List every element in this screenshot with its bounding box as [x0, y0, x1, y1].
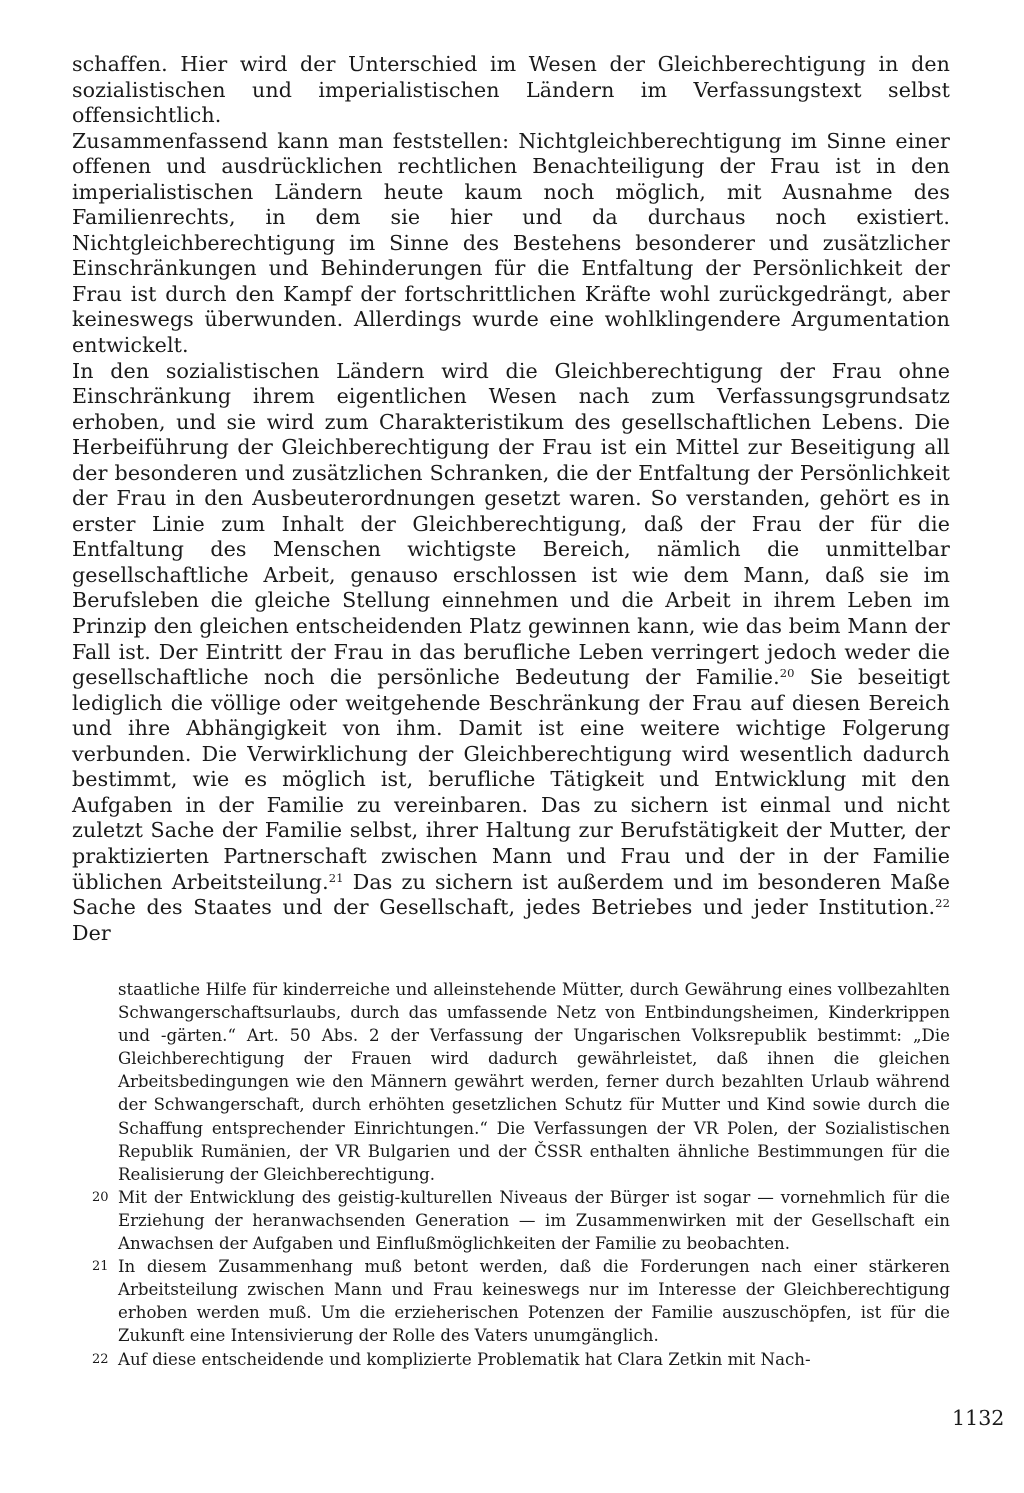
footnote-text: Mit der Entwicklung des geistig-kulturellen Niveaus der Bürger ist sogar — vornehmlich für die Erziehung der heranwachsenden Generation — im Zusammenwirken mit der Gesellschaft ein Anwachsen der Aufgaben und Einflußmöglichkeiten der Familie zu beobachten.: [118, 1187, 950, 1254]
footnotes: [72, 978, 950, 1371]
footnote-text: Auf diese entscheidende und komplizierte Problematik hat Clara Zetkin mit Nach-: [118, 1349, 811, 1369]
paragraph-text: In den sozialistischen Ländern wird die Gleichberechtigung der Frau ohne Einschränkung ihrem eigentlichen Wesen nach zum Verfassungsgrundsatz erhoben, und sie wird zum Charakteristikum des gesellschaftlichen Lebens. Die Herbeiführung der Gleichberechtigung der Frau ist ein Mittel zur Beseitigung all der besonderen und zusätzlichen Schranken, die der Entfaltung der Persönlichkeit der Frau in den Ausbeuterordnungen gesetzt waren. So verstanden, gehört es in erster Linie zum Inhalt der Gleichberechtigung, daß der Frau der für die Entfaltung des Menschen wichtigste Bereich, nämlich die unmittelbar gesellschaftliche Arbeit, genauso erschlossen ist wie dem Mann, daß sie im Berufsleben die gleiche Stellung einnehmen und die Arbeit in ihrem Leben im Prinzip den gleichen entscheidenden Platz gewinnen kann, wie das beim Mann der Fall ist. Der Eintritt der Frau in das berufliche Leben verringert jedoch weder die gesellschaftliche noch die persönliche Bedeutung der Familie.: [72, 358, 950, 690]
footnote-reference: 20: [779, 666, 795, 681]
footnote-text: In diesem Zusammenhang muß betont werden, daß die Forderungen nach einer stärkeren Arbeitsteilung zwischen Mann und Frau keineswegs nur im Interesse der Gleichberechtigung erhoben werden muß. Um die erzieherischen Potenzen der Familie auszuschöpfen, ist für die Zukunft eine Intensivierung der Rolle des Vaters unumgänglich.: [118, 1257, 950, 1346]
paragraph-text: Das zu sichern ist außerdem und im besonderen Maße Sache des Staates und der Gesellschaft, jedes Betriebes und jeder Institution.: [72, 869, 950, 920]
footnote-number: 20: [92, 1189, 109, 1205]
footnote-21: [92, 1255, 950, 1347]
footnote-continuation: staatliche Hilfe für kinderreiche und alleinstehende Mütter, durch Gewährung eines vollbezahlten Schwangerschaftsurlaubs, durch das umfassende Netz von Entbindungsheimen, Kinderkrippen und -gärten.“ Art. 50 Abs. 2 der Verfassung der Ungarischen Volksrepublik bestimmt: „Die Gleichberechtigung der Frauen wird dadurch gewährleistet, daß ihnen die gleichen Arbeitsbedingungen wie den Männern gewährt werden, ferner durch bezahlten Urlaub während der Schwangerschaft, durch erhöhten gesetzlichen Schutz für Mutter und Kind sowie durch die Schaffung entsprechender Einrichtungen.“ Die Verfassungen der VR Polen, der Sozialistischen Republik Rumänien, der VR Bulgarien und der ČSSR enthalten ähnliche Bestimmungen für die Realisierung der Gleichberechtigung.: [118, 980, 950, 1184]
paragraph-text: Der: [72, 920, 111, 945]
paragraph: schaffen. Hier wird der Unterschied im Wesen der Gleichberechtigung in den sozialistischen und imperialistischen Ländern im Verfassungstext selbst offensichtlich.: [72, 52, 950, 128]
footnote-22: [92, 1348, 950, 1371]
paragraph: [72, 359, 950, 947]
footnote-reference: 22: [935, 896, 950, 911]
paragraph: Zusammenfassend kann man feststellen: Nichtgleichberechtigung im Sinne einer offenen und ausdrücklichen rechtlichen Benachteiligung der Frau ist in den imperialistischen Ländern heute kaum noch möglich, mit Ausnahme des Familienrechts, in dem sie hier und da durchaus noch existiert. Nichtgleichberechtigung im Sinne des Bestehens besonderer und zusätzlicher Einschränkungen und Behinderungen für die Entfaltung der Persönlichkeit der Frau ist durch den Kampf der fortschrittlichen Kräfte wohl zurückgedrängt, aber keineswegs überwunden. Allerdings wurde eine wohlklingendere Argumentation entwickelt.: [72, 128, 950, 358]
footnote-reference: 21: [328, 870, 344, 885]
main-text: [72, 52, 950, 946]
footnote-number: 22: [92, 1351, 109, 1367]
paragraph-text: Sie beseitigt lediglich die völlige oder weitgehende Beschränkung der Frau auf diesen Bereich und ihre Abhängigkeit von ihm. Damit ist eine weitere wichtige Folgerung verbunden. Die Verwirklichung der Gleichberechtigung wird wesentlich dadurch bestimmt, wie es möglich ist, berufliche Tätigkeit und Entwicklung mit den Aufgaben in der Familie zu vereinbaren. Das zu sichern ist einmal und nicht zuletzt Sache der Familie selbst, ihrer Haltung zur Berufstätigkeit der Mutter, der praktizierten Partnerschaft zwischen Mann und Frau und der in der Familie üblichen Arbeitsteilung.: [72, 665, 950, 894]
footnote-number: 21: [92, 1259, 109, 1275]
page-number: 1132: [952, 1406, 1005, 1430]
footnote-20: [92, 1186, 950, 1255]
